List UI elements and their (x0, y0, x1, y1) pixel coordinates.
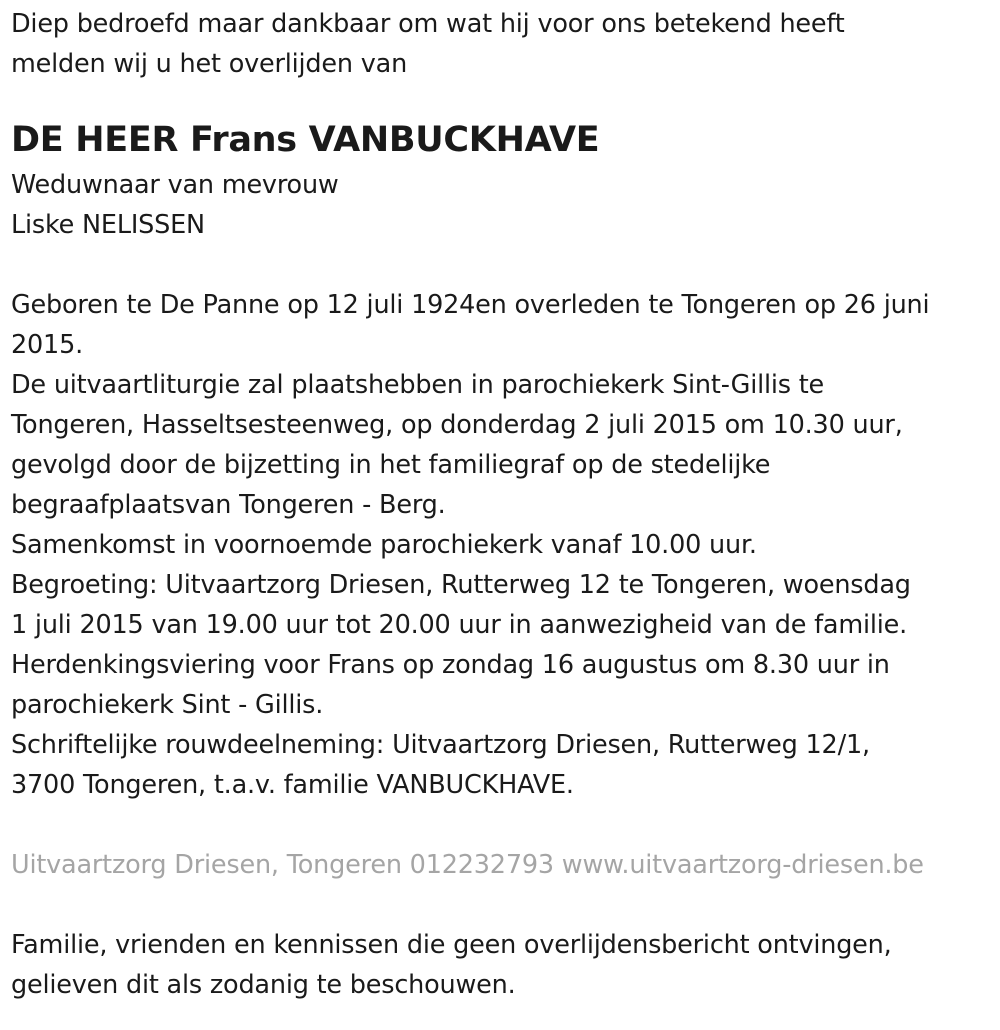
detail-line: De uitvaartliturgie zal plaatshebben in parochiekerk Sint-Gillis te (11, 370, 825, 400)
funeral-home-info: Uitvaartzorg Driesen, Tongeren 012232793 www.uitvaartzorg-driesen.be (11, 850, 924, 880)
detail-line: gevolgd door de bijzetting in het familiegraf op de stedelijke (11, 450, 771, 480)
details-block (11, 285, 1000, 805)
detail-line: 1 juli 2015 van 19.00 uur tot 20.00 uur in aanwezigheid van de familie. (11, 610, 908, 640)
closing-line: gelieven dit als zodanig te beschouwen. (11, 970, 516, 1000)
detail-line: 3700 Tongeren, t.a.v. familie VANBUCKHAVE. (11, 770, 574, 800)
detail-line: Herdenkingsviering voor Frans op zondag 16 augustus om 8.30 uur in (11, 650, 890, 680)
deceased-name: DE HEER Frans VANBUCKHAVE (11, 120, 600, 160)
relation-line: Weduwnaar van mevrouw (11, 170, 339, 200)
relation-block (11, 165, 1000, 245)
detail-line: Tongeren, Hasseltsesteenweg, op donderdag 2 juli 2015 om 10.30 uur, (11, 410, 903, 440)
spouse-name: Liske NELISSEN (11, 210, 205, 240)
detail-line: Geboren te De Panne op 12 juli 1924en overleden te Tongeren op 26 juni (11, 290, 930, 320)
intro-line: melden wij u het overlijden van (11, 49, 408, 79)
detail-line: Schriftelijke rouwdeelneming: Uitvaartzorg Driesen, Rutterweg 12/1, (11, 730, 870, 760)
closing-line: Familie, vrienden en kennissen die geen overlijdensbericht ontvingen, (11, 930, 892, 960)
closing-block (11, 925, 1000, 1005)
detail-line: 2015. (11, 330, 84, 360)
detail-line: parochiekerk Sint - Gillis. (11, 690, 324, 720)
intro-line: Diep bedroefd maar dankbaar om wat hij voor ons betekend heeft (11, 9, 845, 39)
detail-line: begraafplaatsvan Tongeren - Berg. (11, 490, 446, 520)
detail-line: Begroeting: Uitvaartzorg Driesen, Rutterweg 12 te Tongeren, woensdag (11, 570, 911, 600)
intro-text (11, 0, 1000, 84)
detail-line: Samenkomst in voornoemde parochiekerk vanaf 10.00 uur. (11, 530, 757, 560)
